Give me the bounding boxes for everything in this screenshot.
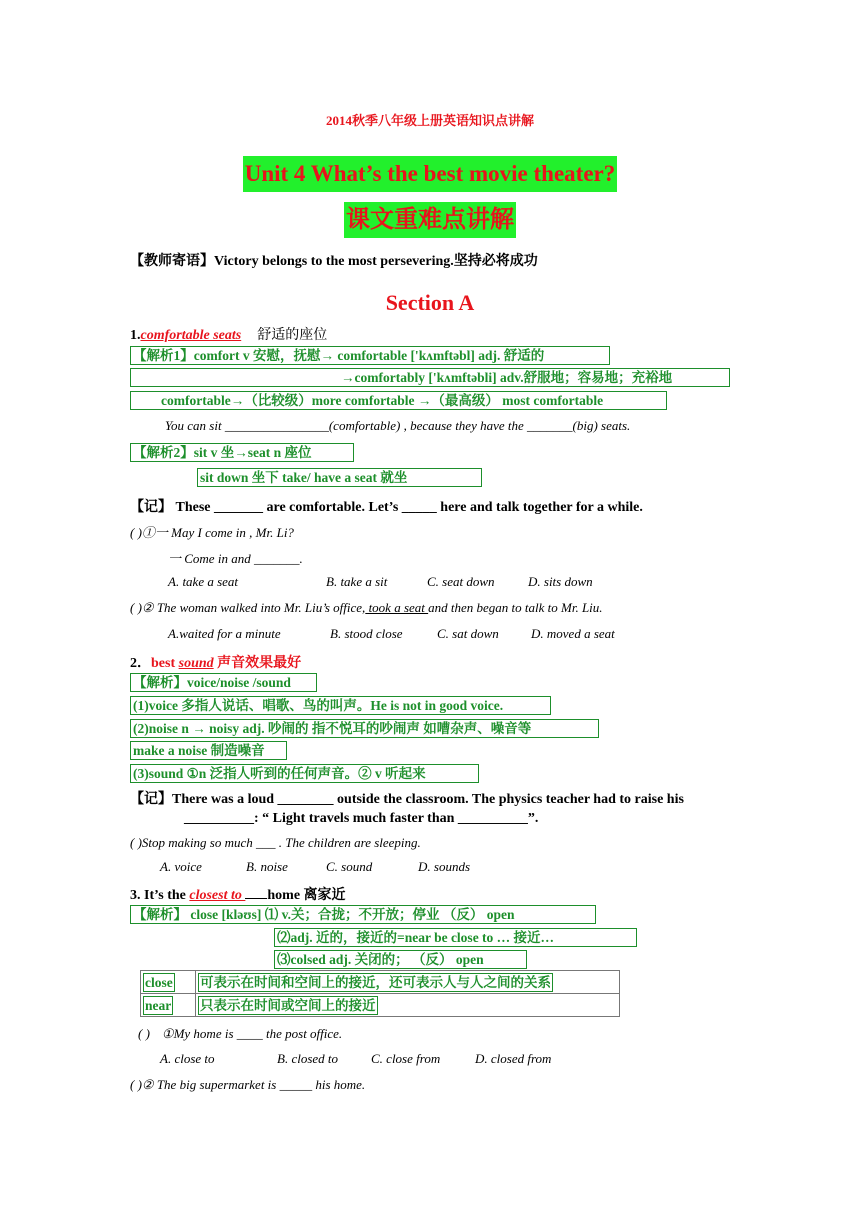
table-cell-word: near: [141, 994, 196, 1017]
doc-title: 2014秋季八年级上册英语知识点讲解: [325, 113, 534, 128]
table-row: [141, 971, 620, 994]
item3-analysis-line1: 【解析】 close [kləʊs] ⑴ v.关；合拢；不开放；停业 （反） open: [130, 905, 596, 924]
option: B. closed to: [277, 1051, 339, 1066]
item3-heading: [130, 884, 346, 904]
option: A.waited for a minute: [168, 626, 281, 641]
unit-title-wrap: [0, 156, 860, 192]
table-row: [141, 994, 620, 1017]
item2-meaning: 声音效果最好: [213, 656, 302, 671]
item2-memo-line1: 【记】There was a loud ________ outside the classroom. The physics teacher had to raise his: [130, 792, 684, 807]
item1-q2: [130, 600, 603, 616]
item2-analysis-sound: (3)sound ①n 泛指人听到的任何声音。② v 听起来: [130, 764, 479, 783]
item2-phrase-b: sound: [178, 656, 214, 671]
item1-q1-paren: ( ): [130, 525, 142, 540]
item3-q2-text: ② The big supermarket is _____ his home.: [141, 1077, 366, 1092]
item1-example: You can sit ________________(comfortable) , because they have the _______(big) seats.: [165, 418, 631, 433]
item2-q-text: Stop making so much ___ . The children are sleeping.: [141, 835, 421, 850]
item1-q2-text-b: and then began to talk to Mr. Liu.: [428, 600, 603, 615]
close-near-table: [140, 970, 620, 1017]
option: D. closed from: [475, 1051, 552, 1066]
teacher-quote: Victory belongs to the most persevering.坚持必将成功: [214, 254, 538, 269]
item1-q2-paren: ( ): [130, 600, 142, 615]
item3-analysis-line2: ⑵adj. 近的，接近的=near be close to … 接近…: [274, 928, 637, 947]
item1-num: 1.: [130, 328, 141, 343]
item1-analysis1-line1: 【解析1】comfort v 安慰，抚慰→ comfortable ['kʌmftəbl] adj. 舒适的: [130, 346, 610, 365]
item3-num-b: home 离家近: [267, 888, 346, 903]
option: A. take a seat: [168, 574, 239, 589]
item1-q2-underlined: took a seat: [365, 600, 429, 615]
item1-analysis2-line2: sit down 坐下 take/ have a seat 就坐: [197, 468, 482, 487]
subtitle-wrap: [0, 202, 860, 238]
option: C. seat down: [427, 574, 495, 589]
item1-memo: 【记】 These _______ are comfortable. Let’s _____ here and talk together for a while.: [130, 500, 643, 515]
subtitle: 课文重难点讲解: [344, 202, 516, 238]
option: A. voice: [160, 859, 202, 874]
item2-phrase-a: best: [151, 656, 179, 671]
teacher-message: [130, 250, 538, 270]
option: D. sits down: [528, 574, 593, 589]
item2-q: [130, 835, 421, 851]
item1-analysis1-line2: →comfortably ['kʌmftəbli] adv.舒服地；容易地；充裕地: [130, 368, 730, 387]
item3-analysis-line3: ⑶colsed adj. 关闭的； （反） open: [274, 950, 527, 969]
option: B. take a sit: [326, 574, 388, 589]
section-title: Section A: [385, 290, 475, 315]
option: D. moved a seat: [531, 626, 615, 641]
item3-q2: [130, 1077, 365, 1093]
item1-q1-text: ①一 May I come in , Mr. Li?: [141, 525, 294, 540]
table-cell-word: close: [141, 971, 196, 994]
item1-analysis1-line3: comfortable→（比较级）more comfortable →（最高级） most comfortable: [130, 391, 667, 410]
option: D. sounds: [418, 859, 471, 874]
item3-q2-paren: ( ): [130, 1077, 142, 1092]
item2-q-paren: ( ): [130, 835, 142, 850]
item2-num: 2．: [130, 656, 151, 671]
item3-phrase: closest to: [189, 888, 246, 903]
item1-q2-text-a: ② The woman walked into Mr. Liu’s office,: [141, 600, 366, 615]
item2-memo-line2: __________: “ Light travels much faster than __________”.: [184, 811, 539, 826]
option: C. sound: [326, 859, 373, 874]
option: C. sat down: [437, 626, 499, 641]
item1-q1-reply: 一 Come in and _______.: [168, 551, 303, 566]
item3-q1-text: ①My home is ____ the post office.: [161, 1026, 343, 1041]
item2-analysis-noise: (2)noise n → noisy adj. 吵闹的 指不悦耳的吵闹声 如嘈杂声、噪音等: [130, 719, 599, 738]
table-cell-desc: 可表示在时间和空间上的接近，还可表示人与人之间的关系: [196, 971, 620, 994]
item2-analysis-title: 【解析】voice/noise /sound: [130, 673, 317, 692]
option: B. stood close: [330, 626, 403, 641]
item1-analysis2-line1: 【解析2】sit v 坐→seat n 座位: [130, 443, 354, 462]
teacher-label: 【教师寄语】: [130, 254, 214, 269]
item2-analysis-make-noise: make a noise 制造噪音: [130, 741, 287, 760]
item2-heading: [130, 652, 301, 672]
item3-q1: [138, 1026, 342, 1042]
item2-analysis-voice: (1)voice 多指人说话、唱歌、鸟的叫声。He is not in good voice.: [130, 696, 551, 715]
table-cell-desc: 只表示在时间或空间上的接近: [196, 994, 620, 1017]
unit-title: Unit 4 What’s the best movie theater?: [243, 156, 618, 192]
option: B. noise: [246, 859, 288, 874]
item1-heading: [130, 324, 327, 344]
item1-phrase: comfortable seats: [140, 328, 242, 343]
option: C. close from: [371, 1051, 441, 1066]
item3-q1-paren: ( ): [138, 1026, 150, 1041]
item1-q1: [130, 522, 294, 541]
option: A. close to: [160, 1051, 215, 1066]
item1-meaning: 舒适的座位: [257, 328, 328, 343]
item3-num-a: 3. It’s the: [130, 888, 190, 903]
